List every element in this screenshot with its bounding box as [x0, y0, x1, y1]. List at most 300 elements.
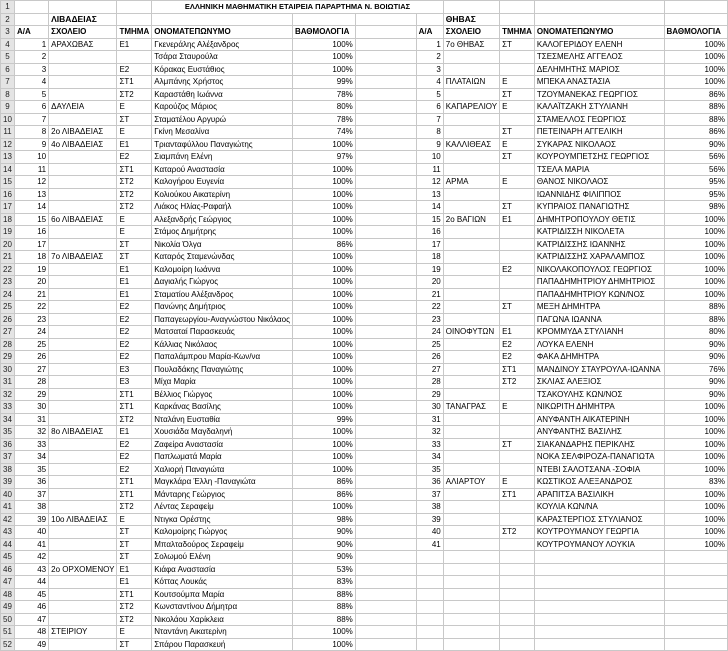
right-class-cell[interactable]: ΣΤ: [500, 438, 535, 451]
left-aa-cell[interactable]: 27: [14, 363, 48, 376]
cell-empty[interactable]: [534, 638, 664, 651]
row-header[interactable]: 40: [1, 488, 15, 501]
left-aa-cell[interactable]: 1: [14, 38, 48, 51]
left-name-cell[interactable]: Καρούζος Μάριος: [152, 101, 293, 114]
right-name-cell[interactable]: ΤΖΟΥΜΑΝΕΚΑΣ ΓΕΩΡΓΙΟΣ: [534, 88, 664, 101]
right-aa-cell[interactable]: 3: [416, 63, 443, 76]
right-name-cell[interactable]: ΤΣΕΛΑ ΜΑΡΙΑ: [534, 163, 664, 176]
row-header[interactable]: 19: [1, 226, 15, 239]
cell-spacer[interactable]: [355, 151, 416, 164]
left-aa-cell[interactable]: 40: [14, 526, 48, 539]
cell-spacer[interactable]: [355, 388, 416, 401]
left-class-cell[interactable]: ΣΤ1: [117, 588, 152, 601]
right-school-cell[interactable]: [443, 338, 499, 351]
left-score-cell[interactable]: 98%: [292, 513, 355, 526]
left-class-cell[interactable]: Ε2: [117, 301, 152, 314]
row-header[interactable]: 21: [1, 251, 15, 264]
right-class-cell[interactable]: [500, 538, 535, 551]
left-name-cell[interactable]: Σταματίου Αλέξανδρος: [152, 288, 293, 301]
left-score-cell[interactable]: 97%: [292, 151, 355, 164]
cell-empty[interactable]: [443, 551, 499, 564]
left-aa-cell[interactable]: 35: [14, 463, 48, 476]
right-class-cell[interactable]: ΣΤ: [500, 201, 535, 214]
right-school-cell[interactable]: [443, 251, 499, 264]
row-header[interactable]: 46: [1, 563, 15, 576]
left-name-cell[interactable]: Χουσιάδα Μαγδαληνή: [152, 426, 293, 439]
right-score-cell[interactable]: 100%: [664, 238, 728, 251]
right-name-cell[interactable]: ΚΑΤΡΙΔΙΣΣΗΣ ΙΩΑΝΝΗΣ: [534, 238, 664, 251]
left-class-cell[interactable]: Ε2: [117, 151, 152, 164]
right-score-cell[interactable]: 56%: [664, 151, 728, 164]
left-aa-cell[interactable]: 44: [14, 576, 48, 589]
left-score-cell[interactable]: 100%: [292, 163, 355, 176]
row-header[interactable]: 48: [1, 588, 15, 601]
cell-empty[interactable]: [534, 626, 664, 639]
row-header[interactable]: 36: [1, 438, 15, 451]
left-name-cell[interactable]: Μαγκλάρα Έλλη -Παναγιώτα: [152, 476, 293, 489]
right-score-cell[interactable]: 83%: [664, 476, 728, 489]
left-class-cell[interactable]: ΣΤ: [117, 251, 152, 264]
right-score-cell[interactable]: 100%: [664, 51, 728, 64]
cell-empty[interactable]: [416, 601, 443, 614]
left-score-cell[interactable]: 100%: [292, 188, 355, 201]
row-header[interactable]: 43: [1, 526, 15, 539]
right-name-cell[interactable]: ΚΡΟΜΜΥΔΑ ΣΤΥΛΙΑΝΗ: [534, 326, 664, 339]
cell-empty[interactable]: [443, 601, 499, 614]
right-score-cell[interactable]: 100%: [664, 526, 728, 539]
left-school-cell[interactable]: [49, 338, 117, 351]
left-name-cell[interactable]: Καλομοίρη Ιωάννα: [152, 263, 293, 276]
cell-spacer[interactable]: [355, 538, 416, 551]
left-score-cell[interactable]: 90%: [292, 551, 355, 564]
right-school-cell[interactable]: [443, 513, 499, 526]
right-score-cell[interactable]: 100%: [664, 76, 728, 89]
left-score-cell[interactable]: 78%: [292, 88, 355, 101]
left-school-cell[interactable]: [49, 76, 117, 89]
left-score-cell[interactable]: 90%: [292, 538, 355, 551]
left-school-cell[interactable]: 10ο ΛΙΒΑΔΕΙΑΣ: [49, 513, 117, 526]
cell-empty[interactable]: [416, 563, 443, 576]
cell-spacer[interactable]: [355, 451, 416, 464]
right-aa-cell[interactable]: 27: [416, 363, 443, 376]
right-class-cell[interactable]: [500, 513, 535, 526]
left-score-cell[interactable]: 100%: [292, 263, 355, 276]
right-class-cell[interactable]: ΣΤ: [500, 151, 535, 164]
left-class-cell[interactable]: ΣΤ: [117, 238, 152, 251]
left-class-cell[interactable]: ΣΤ1: [117, 488, 152, 501]
right-class-cell[interactable]: ΣΤ2: [500, 376, 535, 389]
row-header[interactable]: 25: [1, 301, 15, 314]
right-aa-cell[interactable]: 38: [416, 501, 443, 514]
right-aa-cell[interactable]: 26: [416, 351, 443, 364]
left-aa-cell[interactable]: 2: [14, 51, 48, 64]
left-score-cell[interactable]: 100%: [292, 338, 355, 351]
right-name-cell[interactable]: ΝΤΕΒΙ ΣΑΛΟΤΣΑΝΑ -ΣΟΦΙΑ: [534, 463, 664, 476]
right-class-cell[interactable]: Ε: [500, 401, 535, 414]
cell-empty[interactable]: [500, 576, 535, 589]
left-aa-cell[interactable]: 38: [14, 501, 48, 514]
row-header[interactable]: 12: [1, 138, 15, 151]
right-class-cell[interactable]: Ε1: [500, 213, 535, 226]
cell-empty[interactable]: [416, 626, 443, 639]
right-score-cell[interactable]: 100%: [664, 401, 728, 414]
right-name-cell[interactable]: ΣΥΚΑΡΑΣ ΝΙΚΟΛΑΟΣ: [534, 138, 664, 151]
left-school-cell[interactable]: [49, 238, 117, 251]
right-score-cell[interactable]: 90%: [664, 338, 728, 351]
row-header[interactable]: 45: [1, 551, 15, 564]
row-header[interactable]: 17: [1, 201, 15, 214]
right-aa-cell[interactable]: 15: [416, 213, 443, 226]
left-class-cell[interactable]: ΣΤ2: [117, 88, 152, 101]
right-score-cell[interactable]: 100%: [664, 38, 728, 51]
left-name-cell[interactable]: Τσάρα Σταυρούλα: [152, 51, 293, 64]
right-score-cell[interactable]: 100%: [664, 288, 728, 301]
left-name-cell[interactable]: Σπάρου Παρασκευή: [152, 638, 293, 651]
left-name-cell[interactable]: Μίχα Μαρία: [152, 376, 293, 389]
right-aa-cell[interactable]: 2: [416, 51, 443, 64]
row-header[interactable]: 18: [1, 213, 15, 226]
right-name-cell[interactable]: ΚΑΡΑΣΤΕΡΓΙΟΣ ΣΤΥΛΙΑΝΟΣ: [534, 513, 664, 526]
right-aa-cell[interactable]: 19: [416, 263, 443, 276]
left-school-cell[interactable]: 4ο ΛΙΒΑΔΕΙΑΣ: [49, 138, 117, 151]
left-school-cell[interactable]: [49, 501, 117, 514]
right-name-cell[interactable]: ΚΟΥΤΡΟΥΜΑΝΟΥ ΓΕΩΡΓΙΑ: [534, 526, 664, 539]
right-class-cell[interactable]: ΣΤ: [500, 126, 535, 139]
right-name-cell[interactable]: ΣΙΑΚΑΝΔΑΡΗΣ ΠΕΡΙΚΛΗΣ: [534, 438, 664, 451]
cell-spacer[interactable]: [355, 426, 416, 439]
right-class-cell[interactable]: ΣΤ: [500, 301, 535, 314]
left-class-cell[interactable]: Ε1: [117, 38, 152, 51]
right-school-cell[interactable]: [443, 201, 499, 214]
cell-spacer[interactable]: [355, 488, 416, 501]
row-header[interactable]: 8: [1, 88, 15, 101]
left-score-cell[interactable]: 99%: [292, 76, 355, 89]
left-aa-cell[interactable]: 33: [14, 438, 48, 451]
cell-empty[interactable]: [416, 551, 443, 564]
row-header[interactable]: 29: [1, 351, 15, 364]
left-class-cell[interactable]: ΣΤ2: [117, 501, 152, 514]
cell-empty[interactable]: [443, 638, 499, 651]
right-aa-cell[interactable]: 40: [416, 526, 443, 539]
left-name-cell[interactable]: Κωνσταντίνου Δήμητρα: [152, 601, 293, 614]
left-score-cell[interactable]: 100%: [292, 401, 355, 414]
cell-spacer[interactable]: [355, 526, 416, 539]
left-aa-cell[interactable]: 28: [14, 376, 48, 389]
left-school-cell[interactable]: [49, 638, 117, 651]
right-name-cell[interactable]: ΝΟΚΑ ΣΕΛΦΙΡΟΖΑ-ΠΑΝΑΓΙΩΤΑ: [534, 451, 664, 464]
left-score-cell[interactable]: 100%: [292, 51, 355, 64]
right-school-cell[interactable]: [443, 388, 499, 401]
left-class-cell[interactable]: Ε3: [117, 363, 152, 376]
left-class-cell[interactable]: Ε1: [117, 138, 152, 151]
cell-spacer[interactable]: [355, 613, 416, 626]
right-name-cell[interactable]: ΤΣΑΚΟΥΛΗΣ ΚΩΝ/ΝΟΣ: [534, 388, 664, 401]
left-score-cell[interactable]: 53%: [292, 563, 355, 576]
left-class-cell[interactable]: ΣΤ: [117, 638, 152, 651]
right-class-cell[interactable]: [500, 426, 535, 439]
left-name-cell[interactable]: Αλμπάνης Χρήστος: [152, 76, 293, 89]
cell-left-score[interactable]: [292, 13, 355, 26]
right-aa-cell[interactable]: 4: [416, 76, 443, 89]
cell-empty[interactable]: [416, 613, 443, 626]
right-class-cell[interactable]: Ε: [500, 176, 535, 189]
right-school-cell[interactable]: [443, 126, 499, 139]
left-class-cell[interactable]: Ε1: [117, 576, 152, 589]
left-aa-cell[interactable]: 4: [14, 76, 48, 89]
row-header[interactable]: 11: [1, 126, 15, 139]
left-score-cell[interactable]: 100%: [292, 226, 355, 239]
left-score-cell[interactable]: 100%: [292, 201, 355, 214]
cell-spacer[interactable]: [355, 551, 416, 564]
right-name-cell[interactable]: ΚΑΛΑΪΤΖΑΚΗ ΣΤΥΛΙΑΝΗ: [534, 101, 664, 114]
row-header[interactable]: 3: [1, 26, 15, 39]
left-class-cell[interactable]: ΣΤ2: [117, 413, 152, 426]
left-aa-cell[interactable]: 22: [14, 301, 48, 314]
right-class-cell[interactable]: [500, 276, 535, 289]
left-name-cell[interactable]: Γκενεράλης Αλέξανδρος: [152, 38, 293, 51]
right-school-cell[interactable]: [443, 538, 499, 551]
right-school-cell[interactable]: ΤΑΝΑΓΡΑΣ: [443, 401, 499, 414]
left-name-cell[interactable]: Νικολάου Χαρίκλεια: [152, 613, 293, 626]
left-score-cell[interactable]: 100%: [292, 138, 355, 151]
row-header[interactable]: 34: [1, 413, 15, 426]
cell-empty[interactable]: [500, 638, 535, 651]
row-header[interactable]: 51: [1, 626, 15, 639]
left-school-cell[interactable]: ΣΤΕΙΡΙΟΥ: [49, 626, 117, 639]
cell-empty[interactable]: [500, 601, 535, 614]
left-aa-cell[interactable]: 13: [14, 188, 48, 201]
left-class-cell[interactable]: Ε1: [117, 563, 152, 576]
right-class-cell[interactable]: ΣΤ1: [500, 363, 535, 376]
right-name-cell[interactable]: ΜΕΞΗ ΔΗΜΗΤΡΑ: [534, 301, 664, 314]
left-class-cell[interactable]: ΣΤ1: [117, 476, 152, 489]
cell-empty[interactable]: [534, 551, 664, 564]
left-class-cell[interactable]: ΣΤ2: [117, 613, 152, 626]
row-header[interactable]: 32: [1, 388, 15, 401]
cell-right-name[interactable]: [534, 13, 664, 26]
left-header-class[interactable]: ΤΜΗΜΑ: [117, 26, 152, 39]
row-header[interactable]: 52: [1, 638, 15, 651]
cell-empty[interactable]: [534, 588, 664, 601]
left-school-cell[interactable]: [49, 463, 117, 476]
right-school-cell[interactable]: [443, 301, 499, 314]
left-name-cell[interactable]: Μάνταρης Γεώργιος: [152, 488, 293, 501]
left-school-cell[interactable]: [49, 388, 117, 401]
right-name-cell[interactable]: ΦΑΚΑ ΔΗΜΗΤΡΑ: [534, 351, 664, 364]
cell-empty[interactable]: [534, 576, 664, 589]
left-name-cell[interactable]: Καραστάθη Ιωάννα: [152, 88, 293, 101]
right-name-cell[interactable]: ΚΑΛΟΓΕΡΙΔΟΥ ΕΛΕΝΗ: [534, 38, 664, 51]
left-school-cell[interactable]: [49, 113, 117, 126]
left-header-school[interactable]: ΣΧΟΛΕΙΟ: [49, 26, 117, 39]
left-aa-cell[interactable]: 30: [14, 401, 48, 414]
left-school-cell[interactable]: 6ο ΛΙΒΑΔΕΙΑΣ: [49, 213, 117, 226]
cell-empty[interactable]: [500, 588, 535, 601]
left-class-cell[interactable]: Ε2: [117, 338, 152, 351]
cell-empty[interactable]: [664, 563, 728, 576]
left-aa-cell[interactable]: 6: [14, 101, 48, 114]
right-aa-cell[interactable]: 23: [416, 313, 443, 326]
left-name-cell[interactable]: Βέλλιος Γιώργος: [152, 388, 293, 401]
left-name-cell[interactable]: Καλογήρου Ευγενία: [152, 176, 293, 189]
right-score-cell[interactable]: 100%: [664, 438, 728, 451]
right-score-cell[interactable]: 88%: [664, 313, 728, 326]
cell-spacer[interactable]: [355, 76, 416, 89]
right-aa-cell[interactable]: 6: [416, 101, 443, 114]
cell-right-class[interactable]: [500, 1, 535, 14]
right-score-cell[interactable]: 86%: [664, 88, 728, 101]
right-class-cell[interactable]: [500, 501, 535, 514]
left-name-cell[interactable]: Στάμος Δημήτρης: [152, 226, 293, 239]
cell-spacer[interactable]: [355, 413, 416, 426]
cell-empty[interactable]: [500, 551, 535, 564]
left-name-cell[interactable]: Χαλιορή Παναγιώτα: [152, 463, 293, 476]
right-score-cell[interactable]: 100%: [664, 263, 728, 276]
cell-empty[interactable]: [664, 601, 728, 614]
right-name-cell[interactable]: ΜΠΕΚΑ ΑΝΑΣΤΑΣΙΑ: [534, 76, 664, 89]
left-class-cell[interactable]: Ε: [117, 126, 152, 139]
cell-spacer[interactable]: [355, 176, 416, 189]
right-school-cell[interactable]: [443, 188, 499, 201]
left-score-cell[interactable]: 100%: [292, 288, 355, 301]
cell-spacer[interactable]: [355, 263, 416, 276]
right-name-cell[interactable]: ΠΑΠΑΔΗΜΗΤΡΙΟΥ ΚΩΝ/ΝΟΣ: [534, 288, 664, 301]
left-score-cell[interactable]: 100%: [292, 438, 355, 451]
right-aa-cell[interactable]: 10: [416, 151, 443, 164]
left-class-cell[interactable]: Ε1: [117, 276, 152, 289]
right-score-cell[interactable]: 100%: [664, 451, 728, 464]
left-school-cell[interactable]: [49, 276, 117, 289]
right-header-name[interactable]: ΟΝΟΜΑΤΕΠΩΝΥΜΟ: [534, 26, 664, 39]
left-name-cell[interactable]: Ντιγκα Ορέστης: [152, 513, 293, 526]
right-aa-cell[interactable]: 1: [416, 38, 443, 51]
left-score-cell[interactable]: 86%: [292, 476, 355, 489]
left-name-cell[interactable]: Νταλάνη Ευσταθία: [152, 413, 293, 426]
cell-empty[interactable]: [664, 638, 728, 651]
right-school-cell[interactable]: [443, 426, 499, 439]
right-score-cell[interactable]: 88%: [664, 113, 728, 126]
left-aa-cell[interactable]: 5: [14, 88, 48, 101]
left-school-cell[interactable]: [49, 63, 117, 76]
left-header-aa[interactable]: Α/Α: [14, 26, 48, 39]
cell-empty[interactable]: [443, 613, 499, 626]
cell-empty[interactable]: [664, 613, 728, 626]
left-school-cell[interactable]: 2ο ΟΡΧΟΜΕΝΟΥ: [49, 563, 117, 576]
left-class-cell[interactable]: Ε1: [117, 426, 152, 439]
left-name-cell[interactable]: Πουλαδάκης Παναγιώτης: [152, 363, 293, 376]
left-school-cell[interactable]: 8ο ΛΙΒΑΔΕΙΑΣ: [49, 426, 117, 439]
left-class-cell[interactable]: Ε2: [117, 438, 152, 451]
right-school-cell[interactable]: [443, 163, 499, 176]
row-header[interactable]: 15: [1, 176, 15, 189]
right-class-cell[interactable]: [500, 238, 535, 251]
right-class-cell[interactable]: ΣΤ2: [500, 526, 535, 539]
left-aa-cell[interactable]: 23: [14, 313, 48, 326]
right-name-cell[interactable]: ΑΝΥΦΑΝΤΗΣ ΒΑΣΙΛΗΣ: [534, 426, 664, 439]
row-header[interactable]: 49: [1, 601, 15, 614]
left-aa-cell[interactable]: 3: [14, 63, 48, 76]
left-class-cell[interactable]: Ε2: [117, 63, 152, 76]
cell-spacer[interactable]: [355, 326, 416, 339]
right-class-cell[interactable]: Ε: [500, 476, 535, 489]
left-aa-cell[interactable]: 43: [14, 563, 48, 576]
row-header[interactable]: 26: [1, 313, 15, 326]
cell-empty[interactable]: [664, 626, 728, 639]
left-name-cell[interactable]: Καλομοίρης Γιώργος: [152, 526, 293, 539]
right-school-cell[interactable]: [443, 63, 499, 76]
left-aa-cell[interactable]: 39: [14, 513, 48, 526]
cell-spacer[interactable]: [355, 213, 416, 226]
right-score-cell[interactable]: 95%: [664, 188, 728, 201]
left-aa-cell[interactable]: 8: [14, 126, 48, 139]
right-header-school[interactable]: ΣΧΟΛΕΙΟ: [443, 26, 499, 39]
left-name-cell[interactable]: Καταρός Σταμενώνδας: [152, 251, 293, 264]
cell-spacer[interactable]: [355, 126, 416, 139]
left-school-cell[interactable]: [49, 538, 117, 551]
row-header[interactable]: 30: [1, 363, 15, 376]
left-aa-cell[interactable]: 7: [14, 113, 48, 126]
left-name-cell[interactable]: Νικολία Όλγα: [152, 238, 293, 251]
right-school-cell[interactable]: [443, 363, 499, 376]
left-name-cell[interactable]: Δαγιαλής Γιώργος: [152, 276, 293, 289]
right-school-cell[interactable]: [443, 413, 499, 426]
right-school-cell[interactable]: [443, 151, 499, 164]
right-name-cell[interactable]: ΤΣΕΣΜΕΛΗΣ ΑΓΓΕΛΟΣ: [534, 51, 664, 64]
right-class-cell[interactable]: [500, 288, 535, 301]
right-name-cell[interactable]: ΚΟΥΤΡΟΥΜΑΝΟΥ ΛΟΥΚΙΑ: [534, 538, 664, 551]
left-score-cell[interactable]: 83%: [292, 576, 355, 589]
left-score-cell[interactable]: 100%: [292, 213, 355, 226]
cell-spacer[interactable]: [355, 501, 416, 514]
left-aa-cell[interactable]: 26: [14, 351, 48, 364]
right-name-cell[interactable]: ΚΩΣΤΙΚΟΣ ΑΛΕΞΑΝΔΡΟΣ: [534, 476, 664, 489]
left-class-cell[interactable]: ΣΤ2: [117, 176, 152, 189]
cell-spacer[interactable]: [355, 338, 416, 351]
left-school-cell[interactable]: [49, 576, 117, 589]
right-header-class[interactable]: ΤΜΗΜΑ: [500, 26, 535, 39]
right-name-cell[interactable]: ΝΙΚΩΡΙΤΗ ΔΗΜΗΤΡΑ: [534, 401, 664, 414]
row-header[interactable]: 7: [1, 76, 15, 89]
row-header[interactable]: 23: [1, 276, 15, 289]
left-aa-cell[interactable]: 47: [14, 613, 48, 626]
right-school-cell[interactable]: [443, 488, 499, 501]
left-score-cell[interactable]: 74%: [292, 126, 355, 139]
right-class-cell[interactable]: [500, 163, 535, 176]
left-class-cell[interactable]: Ε: [117, 101, 152, 114]
right-name-cell[interactable]: ΚΑΤΡΙΔΙΣΣΗΣ ΧΑΡΑΛΑΜΠΟΣ: [534, 251, 664, 264]
right-class-cell[interactable]: [500, 313, 535, 326]
left-name-cell[interactable]: Κάλλιας Νικόλαος: [152, 338, 293, 351]
left-class-cell[interactable]: ΣΤ: [117, 551, 152, 564]
row-header[interactable]: 41: [1, 501, 15, 514]
right-school-cell[interactable]: ΑΡΜΑ: [443, 176, 499, 189]
right-school-cell[interactable]: [443, 51, 499, 64]
left-name-cell[interactable]: Κολιούκου Αικατερίνη: [152, 188, 293, 201]
left-score-cell[interactable]: 88%: [292, 588, 355, 601]
right-aa-cell[interactable]: 41: [416, 538, 443, 551]
right-aa-cell[interactable]: 11: [416, 163, 443, 176]
left-name-cell[interactable]: Ζαφείρα Αναστασία: [152, 438, 293, 451]
cell-left-aa[interactable]: [14, 1, 48, 14]
right-aa-cell[interactable]: 14: [416, 201, 443, 214]
right-score-cell[interactable]: 100%: [664, 513, 728, 526]
left-school-cell[interactable]: [49, 488, 117, 501]
left-score-cell[interactable]: 100%: [292, 313, 355, 326]
right-name-cell[interactable]: ΚΥΠΡΑΙΟΣ ΠΑΝΑΓΙΩΤΗΣ: [534, 201, 664, 214]
left-score-cell[interactable]: 100%: [292, 388, 355, 401]
cell-spacer[interactable]: [355, 276, 416, 289]
cell-spacer[interactable]: [355, 313, 416, 326]
